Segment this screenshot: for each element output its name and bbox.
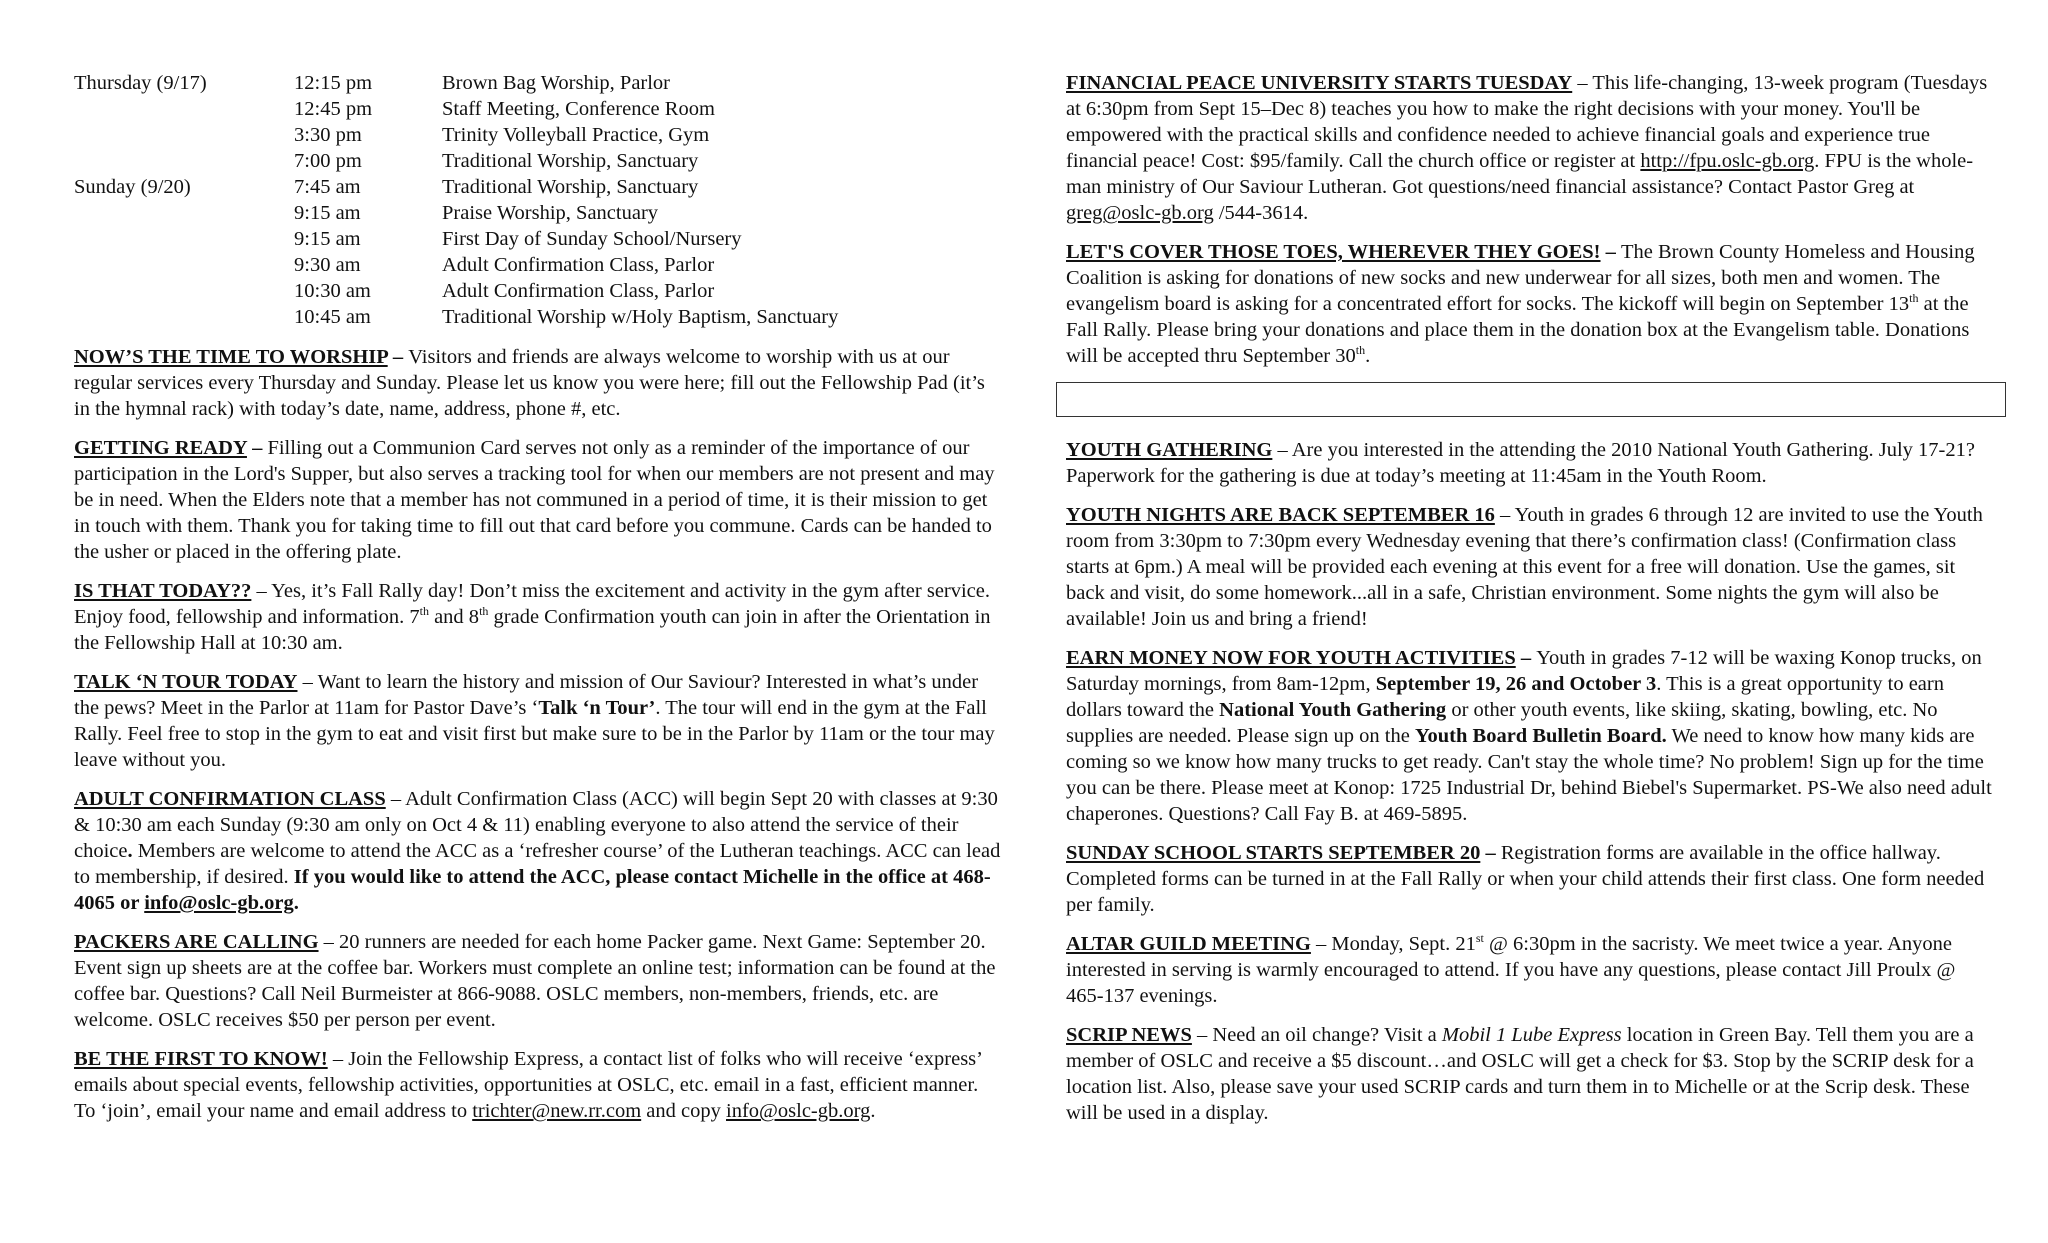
announcement-talk-n-tour (74, 669, 1004, 773)
announcement-worship (74, 344, 1004, 422)
separator: – (1191, 1024, 1213, 1046)
schedule-time: 12:15 pm (294, 72, 373, 94)
schedule-event: Traditional Worship, Sanctuary (442, 150, 699, 172)
bold-text: National Youth Gathering (1219, 699, 1447, 721)
separator: – (1480, 842, 1501, 864)
announcement-adult-confirmation (74, 786, 1004, 916)
schedule-event: Praise Worship, Sanctuary (442, 202, 659, 224)
body-text: Youth in grades 7-12 will be waxing Konop trucks, on Saturday mornings, from 8am-12pm, (1066, 647, 1982, 695)
body-getting-ready: Filling out a Communion Card serves not only as a reminder of the importance of our participation in the Lord's Supper, but also serves a tracking tool for when our members are not present and may be in need. When the Elders note that a member has not communed in a period of time, it is their mission to get in touch with them. Thank you for taking time to fill out that card before you commune. Cards can be handed to the usher or placed in the offering plate. (74, 437, 995, 563)
schedule-time: 12:45 pm (294, 98, 373, 120)
schedule-event: First Day of Sunday School/Nursery (442, 228, 742, 250)
empty-box (1056, 382, 2006, 417)
email-link[interactable]: greg@oslc-gb.org (1066, 202, 1214, 224)
schedule-event: Traditional Worship, Sanctuary (442, 176, 699, 198)
heading-fall-rally: IS THAT TODAY?? (74, 580, 252, 602)
announcement-cover-toes (1066, 239, 1996, 369)
schedule-day (74, 122, 294, 148)
email-link[interactable]: info@oslc-gb.org (726, 1100, 871, 1122)
heading-scrip-news: SCRIP NEWS (1066, 1024, 1192, 1046)
separator: – (1572, 72, 1593, 94)
heading-adult-confirmation: ADULT CONFIRMATION CLASS (74, 788, 386, 810)
body-packers: 20 runners are needed for each home Packer game. Next Game: September 20. Event sign up sheets are at the coffee bar. Workers must complete an online test; information can be found at the coffee bar. Questions? Call Neil Burmeister at 866-9088. OSLC members, non-members, friends, etc. are welcome. OSLC receives $50 per person per event. (74, 931, 996, 1031)
body-text: We need to know how many kids are coming so we know how many trucks to get ready. Can't stay the whole time? No problem! Sign up for the time you can be there. Please meet at Konop: 1725 Industrial Dr, behind Biebel's Supermarket. PS-We also need adult chaperones. Questions? Call Fay B. at 469-5895. (1066, 725, 1992, 825)
bold-text: . (293, 892, 299, 914)
schedule-day (74, 148, 294, 174)
announcement-financial-peace (1066, 70, 1996, 226)
body-text: or other youth events, like skiing, skating, bowling, etc. No supplies are needed. Please sign up on the (1066, 699, 1938, 747)
schedule-day (74, 252, 294, 278)
body-text: . (1365, 345, 1371, 367)
announcement-getting-ready (74, 435, 1004, 565)
heading-be-the-first: BE THE FIRST TO KNOW! (74, 1048, 328, 1070)
schedule-time: 7:45 am (294, 176, 361, 198)
schedule-event: Brown Bag Worship, Parlor (442, 72, 671, 94)
bold-text: September 19, 26 and October 3 (1375, 673, 1657, 695)
schedule-table (74, 70, 1004, 330)
bold-text: . (127, 840, 133, 862)
announcement-sunday-school (1066, 840, 1996, 918)
body-text: . This is a great opportunity to earn dollars toward the (1066, 673, 1944, 721)
schedule-time: 9:30 am (294, 254, 361, 276)
body-youth-nights: Youth in grades 6 through 12 are invited to use the Youth room from 3:30pm to 7:30pm every Wednesday evening that there’s confirmation class! (Confirmation class starts at 6pm.) A meal will be provided each evening at this event for a free will donation. Use the games, sit back and visit, do some homework...all in a safe, Christian environment. Some nights the gym will also be available! Join us and bring a friend! (1066, 504, 1983, 630)
separator: – (1310, 933, 1332, 955)
left-column (74, 70, 1004, 1137)
fpu-website-link[interactable]: http://fpu.oslc-gb.org (1640, 150, 1815, 172)
heading-cover-toes: LET'S COVER THOSE TOES, WHEREVER THEY GOES! (1066, 241, 1601, 263)
announcement-earn-money (1066, 645, 1996, 827)
schedule-event: Traditional Worship w/Holy Baptism, Sanctuary (442, 306, 839, 328)
ordinal-suffix: th (479, 604, 489, 619)
schedule-day (74, 304, 294, 330)
body-text: Want to learn the history and mission of Our Saviour? Interested in what’s under the pews? Meet in the Parlor at 11am for Pastor Dave’s ‘ (74, 671, 979, 719)
announcement-scrip-news (1066, 1022, 1996, 1126)
italic-text: Mobil 1 Lube Express (1441, 1024, 1622, 1046)
ordinal-suffix: th (1909, 291, 1919, 306)
ordinal-suffix: st (1475, 931, 1484, 946)
body-text: /544-3614. (1213, 202, 1309, 224)
heading-youth-gathering: YOUTH GATHERING (1066, 439, 1273, 461)
heading-financial-peace: FINANCIAL PEACE UNIVERSITY STARTS TUESDAY (1066, 72, 1573, 94)
body-text: . (870, 1100, 876, 1122)
schedule-day: Thursday (9/17) (74, 72, 207, 94)
separator: – (1494, 504, 1515, 526)
separator: – (385, 788, 406, 810)
schedule-time: 9:15 am (294, 202, 361, 224)
body-text: Monday, Sept. 21 (1331, 933, 1476, 955)
heading-altar-guild: ALTAR GUILD MEETING (1066, 933, 1311, 955)
announcement-fall-rally (74, 578, 1004, 656)
body-text: and copy (641, 1100, 726, 1122)
separator: – (318, 931, 340, 953)
body-text: Need an oil change? Visit a (1212, 1024, 1442, 1046)
schedule-time: 10:30 am (294, 280, 371, 302)
ordinal-suffix: th (419, 604, 429, 619)
bold-text: Talk ‘n Tour’ (538, 697, 656, 719)
schedule-day: Sunday (9/20) (74, 176, 191, 198)
schedule-day (74, 200, 294, 226)
announcement-youth-nights (1066, 502, 1996, 632)
body-youth-gathering: Are you interested in the attending the 2010 National Youth Gathering. July 17-21? Paperwork for the gathering is due at today’s meeting at 11:45am in the Youth Room. (1066, 439, 1975, 487)
separator: – (1600, 241, 1622, 263)
bold-text: Youth Board Bulletin Board. (1414, 725, 1667, 747)
announcement-youth-gathering (1066, 437, 1996, 489)
body-text: . The tour will end in the gym at the Fall Rally. Feel free to stop in the gym to eat and visit first but make sure to be in the Parlor by 11am or the tour may leave without you. (74, 697, 995, 771)
right-column (1066, 70, 1996, 1139)
email-link[interactable]: trichter@new.rr.com (472, 1100, 642, 1122)
body-text: at the Fall Rally. Please bring your donations and place them in the donation box at the Evangelism table. Donations will be accepted thru September 30 (1066, 293, 1970, 367)
ordinal-suffix: th (1355, 343, 1366, 358)
separator: – (251, 580, 272, 602)
schedule-event: Staff Meeting, Conference Room (442, 98, 715, 120)
schedule-time: 10:45 am (294, 306, 371, 328)
body-worship: Visitors and friends are always welcome to worship with us at our regular services every Thursday and Sunday. Please let us know you were here; fill out the Fellowship Pad (it’s in the hymnal rack) with today’s date, name, address, phone #, etc. (74, 346, 985, 420)
schedule-day (74, 96, 294, 122)
separator: – (327, 1048, 349, 1070)
heading-packers: PACKERS ARE CALLING (74, 931, 319, 953)
body-text: This life-changing, 13-week program (Tuesdays at 6:30pm from Sept 15–Dec 8) teaches you how to make the right decisions with your money. You'll be empowered with the practical skills and confidence needed to achieve financial goals and experience true financial peace! Cost: $95/family. Call the church office or register at (1066, 72, 1988, 172)
bold-text: If you would like to attend the ACC, please contact Michelle in the office at 468-4065 or (74, 866, 991, 914)
separator: – (297, 671, 318, 693)
body-sunday-school: Registration forms are available in the office hallway. Completed forms can be turned in at the Fall Rally or when your child attends their first class. One form needed per family. (1066, 842, 1985, 916)
heading-youth-nights: YOUTH NIGHTS ARE BACK SEPTEMBER 16 (1066, 504, 1495, 526)
body-text: and 8 (428, 606, 480, 628)
announcement-altar-guild (1066, 931, 1996, 1009)
heading-getting-ready: GETTING READY (74, 437, 247, 459)
schedule-time: 7:00 pm (294, 150, 362, 172)
email-link[interactable]: info@oslc-gb.org (144, 892, 294, 914)
body-text: grade Confirmation youth can join in after the Orientation in the Fellowship Hall at 10:30 am. (74, 606, 991, 654)
schedule-day (74, 278, 294, 304)
separator: – (387, 346, 409, 368)
body-text: Join the Fellowship Express, a contact list of folks who will receive ‘express’ emails about special events, fellowship activities, opportunities at OSLC, etc. email in a fast, efficient manner. To ‘join’, email your name and email address to (74, 1048, 982, 1122)
heading-earn-money: EARN MONEY NOW FOR YOUTH ACTIVITIES (1066, 647, 1516, 669)
body-text: . FPU is the whole-man ministry of Our Saviour Lutheran. Got questions/need financial assistance? Contact Pastor Greg at (1066, 150, 1974, 198)
heading-sunday-school: SUNDAY SCHOOL STARTS SEPTEMBER 20 (1066, 842, 1481, 864)
separator: – (1272, 439, 1292, 461)
body-text: @ 6:30pm in the sacristy. We meet twice a year. Anyone interested in serving is warmly encouraged to attend. If you have any questions, please contact Jill Proulx @ 465-137 evenings. (1066, 933, 1956, 1007)
body-text: The Brown County Homeless and Housing Coalition is asking for donations of new socks and new underwear for all sizes, both men and women. The evangelism board is asking for a concentrated effort for socks. The kickoff will begin on September 13 (1066, 241, 1975, 315)
body-text: Members are welcome to attend the ACC as a ‘refresher course’ of the Lutheran teachings. ACC can lead to membership, if desired. (74, 840, 1001, 888)
schedule-time: 3:30 pm (294, 124, 362, 146)
schedule-day (74, 226, 294, 252)
heading-talk-n-tour: TALK ‘N TOUR TODAY (74, 671, 298, 693)
announcement-be-the-first (74, 1046, 1004, 1124)
separator: – (246, 437, 268, 459)
schedule-event: Adult Confirmation Class, Parlor (442, 280, 715, 302)
schedule-time: 9:15 am (294, 228, 361, 250)
heading-worship: NOW’S THE TIME TO WORSHIP (74, 346, 388, 368)
schedule-event: Adult Confirmation Class, Parlor (442, 254, 715, 276)
body-text: Yes, it’s Fall Rally day! Don’t miss the excitement and activity in the gym after service. Enjoy food, fellowship and information. 7 (74, 580, 991, 628)
schedule-event: Trinity Volleyball Practice, Gym (442, 124, 710, 146)
body-text: location in Green Bay. Tell them you are a member of OSLC and receive a $5 discount…and OSLC will get a check for $3. Stop by the SCRIP desk for a location list. Also, please save your used SCRIP cards and turn them in to Michelle or at the Scrip desk. These will be used in a display. (1066, 1024, 1974, 1124)
separator: – (1515, 647, 1537, 669)
announcement-packers (74, 929, 1004, 1033)
body-text: Adult Confirmation Class (ACC) will begin Sept 20 with classes at 9:30 & 10:30 am each Sunday (9:30 am only on Oct 4 & 11) enabling everyone to also attend the service of their choice (74, 788, 998, 862)
